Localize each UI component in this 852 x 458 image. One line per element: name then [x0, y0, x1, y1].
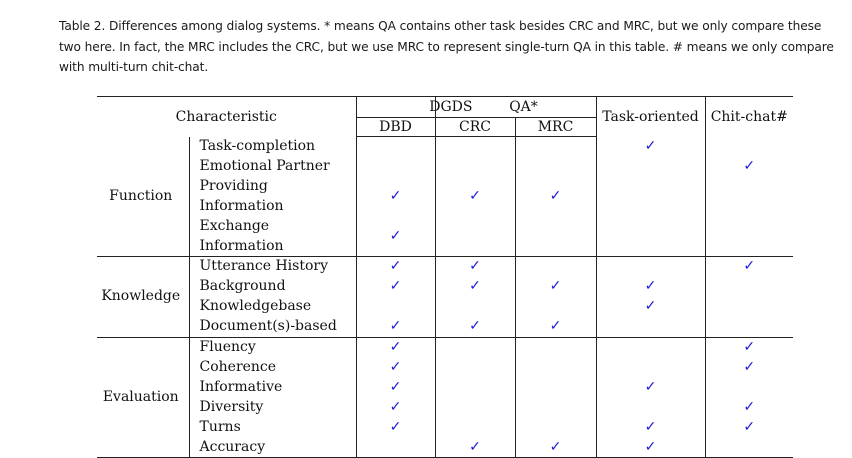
feature-label: Document(s)-based	[189, 317, 356, 337]
table-caption: Table 2. Differences among dialog systems. * means QA contains other task besides CRC and MRC, but we only compare these two here. In fact, the MRC includes the CRC, but we use MRC to represent single-turn QA in this table. # means we only compare with multi-turn chit-chat.	[59, 19, 834, 74]
cell-crc	[435, 257, 515, 277]
cell-dbd	[356, 358, 435, 378]
check-icon: ✓	[389, 358, 402, 375]
check-icon: ✓	[469, 318, 481, 335]
check-icon: ✓	[743, 398, 756, 415]
table-row	[97, 297, 793, 317]
header-mrc: MRC	[515, 118, 596, 137]
table-row	[97, 438, 793, 458]
header-task-oriented: Task-oriented	[596, 97, 705, 137]
cell-task-oriented	[596, 277, 705, 297]
cell-mrc	[515, 378, 596, 398]
cell-chit-chat	[705, 378, 793, 398]
table-row	[97, 257, 793, 277]
check-icon: ✓	[469, 258, 481, 275]
check-icon: ✓	[549, 278, 562, 295]
cell-crc	[435, 217, 515, 257]
table-row	[97, 217, 793, 257]
cell-mrc	[515, 317, 596, 337]
cell-crc	[435, 398, 515, 418]
check-icon: ✓	[389, 339, 402, 356]
cell-dbd	[356, 277, 435, 297]
cell-crc	[435, 338, 515, 358]
check-icon: ✓	[549, 187, 562, 204]
cell-chit-chat	[705, 358, 793, 378]
cell-crc	[435, 358, 515, 378]
check-icon: ✓	[389, 258, 402, 275]
cell-dbd	[356, 378, 435, 398]
feature-label: Task-completion	[189, 137, 356, 157]
cell-dbd	[356, 338, 435, 358]
check-icon: ✓	[389, 187, 402, 204]
cell-mrc	[515, 297, 596, 317]
cell-chit-chat	[705, 177, 793, 217]
cell-mrc	[515, 277, 596, 297]
group-label: Function	[97, 137, 189, 257]
cell-crc	[435, 177, 515, 217]
comparison-table	[97, 96, 793, 458]
cell-mrc	[515, 257, 596, 277]
table-row	[97, 137, 793, 157]
cell-dbd	[356, 317, 435, 337]
table-row	[97, 418, 793, 438]
cell-mrc	[515, 358, 596, 378]
cell-task-oriented	[596, 157, 705, 177]
check-icon: ✓	[389, 418, 402, 435]
check-icon: ✓	[644, 378, 657, 395]
cell-dbd	[356, 398, 435, 418]
check-icon: ✓	[743, 418, 756, 435]
check-icon: ✓	[743, 358, 756, 375]
table-body	[97, 137, 793, 458]
cell-task-oriented	[596, 177, 705, 217]
feature-label: Accuracy	[189, 438, 356, 458]
cell-crc	[435, 137, 515, 157]
header-characteristic: Characteristic	[97, 97, 356, 137]
table-row	[97, 317, 793, 337]
table-row	[97, 157, 793, 177]
cell-chit-chat	[705, 338, 793, 358]
cell-crc	[435, 157, 515, 177]
check-icon: ✓	[644, 278, 657, 295]
cell-mrc	[515, 157, 596, 177]
cell-crc	[435, 277, 515, 297]
cell-task-oriented	[596, 418, 705, 438]
check-icon: ✓	[549, 318, 562, 335]
header-dgds: DGDS	[356, 97, 435, 118]
cell-task-oriented	[596, 297, 705, 317]
cell-mrc	[515, 398, 596, 418]
check-icon: ✓	[743, 258, 756, 275]
cell-crc	[435, 378, 515, 398]
feature-label: Providing Information	[189, 177, 356, 217]
feature-label: Informative	[189, 378, 356, 398]
cell-dbd	[356, 297, 435, 317]
cell-chit-chat	[705, 317, 793, 337]
check-icon: ✓	[389, 318, 402, 335]
group-label: Knowledge	[97, 257, 189, 338]
table-row	[97, 277, 793, 297]
table-row	[97, 398, 793, 418]
feature-label: Emotional Partner	[189, 157, 356, 177]
cell-dbd	[356, 177, 435, 217]
feature-label: Turns	[189, 418, 356, 438]
cell-chit-chat	[705, 157, 793, 177]
cell-chit-chat	[705, 398, 793, 418]
cell-dbd	[356, 157, 435, 177]
feature-label: Knowledgebase	[189, 297, 356, 317]
cell-crc	[435, 418, 515, 438]
check-icon: ✓	[549, 438, 562, 455]
cell-crc	[435, 297, 515, 317]
cell-chit-chat	[705, 257, 793, 277]
cell-chit-chat	[705, 438, 793, 458]
check-icon: ✓	[469, 438, 481, 455]
table-row	[97, 338, 793, 358]
cell-task-oriented	[596, 378, 705, 398]
cell-mrc	[515, 137, 596, 157]
cell-task-oriented	[596, 217, 705, 257]
cell-chit-chat	[705, 418, 793, 438]
check-icon: ✓	[644, 418, 657, 435]
cell-crc	[435, 438, 515, 458]
table-row	[97, 358, 793, 378]
cell-task-oriented	[596, 317, 705, 337]
cell-task-oriented	[596, 137, 705, 157]
feature-label: Fluency	[189, 338, 356, 358]
check-icon: ✓	[743, 339, 756, 356]
header-chit-chat: Chit-chat#	[705, 97, 793, 137]
feature-label: Utterance History	[189, 257, 356, 277]
check-icon: ✓	[389, 378, 402, 395]
check-icon: ✓	[644, 298, 657, 315]
check-icon: ✓	[644, 137, 657, 154]
cell-mrc	[515, 217, 596, 257]
check-icon: ✓	[389, 278, 402, 295]
cell-crc	[435, 317, 515, 337]
cell-chit-chat	[705, 277, 793, 297]
table-row	[97, 177, 793, 217]
feature-label: Background	[189, 277, 356, 297]
cell-mrc	[515, 338, 596, 358]
header-dbd: DBD	[356, 118, 435, 137]
header-crc: CRC	[435, 118, 515, 137]
cell-task-oriented	[596, 438, 705, 458]
check-icon: ✓	[389, 398, 402, 415]
cell-task-oriented	[596, 358, 705, 378]
header-qa: QA*	[435, 97, 596, 118]
check-icon: ✓	[389, 227, 402, 244]
cell-dbd	[356, 438, 435, 458]
feature-label: Diversity	[189, 398, 356, 418]
cell-mrc	[515, 418, 596, 438]
cell-dbd	[356, 217, 435, 257]
cell-dbd	[356, 137, 435, 157]
cell-dbd	[356, 418, 435, 438]
check-icon: ✓	[469, 278, 481, 295]
check-icon: ✓	[743, 157, 756, 174]
table-row	[97, 378, 793, 398]
feature-label: Coherence	[189, 358, 356, 378]
group-label: Evaluation	[97, 338, 189, 458]
cell-task-oriented	[596, 257, 705, 277]
cell-task-oriented	[596, 338, 705, 358]
feature-label: Exchange Information	[189, 217, 356, 257]
cell-mrc	[515, 177, 596, 217]
check-icon: ✓	[469, 187, 481, 204]
cell-chit-chat	[705, 137, 793, 157]
cell-mrc	[515, 438, 596, 458]
check-icon: ✓	[644, 438, 657, 455]
cell-chit-chat	[705, 217, 793, 257]
cell-dbd	[356, 257, 435, 277]
cell-chit-chat	[705, 297, 793, 317]
cell-task-oriented	[596, 398, 705, 418]
